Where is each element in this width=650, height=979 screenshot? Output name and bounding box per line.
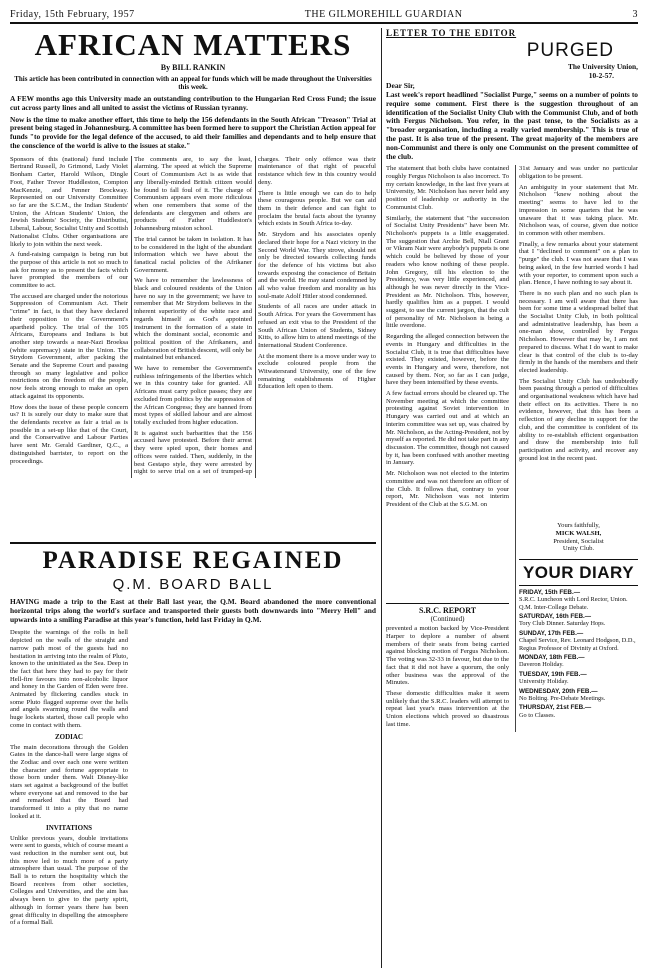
diary-entry: FRIDAY, 15th FEB.— S.R.C. Luncheon with Lord Rector, Union. Q.M. Inter-College Debate. xyxy=(519,588,628,611)
letter-para: Mr. Nicholson was not elected to the interim committee and was not therefore an officer of the Club. It follows that, contrary to your report, Mr. Nicholson was not interim President of the Club at the S.G.M. on xyxy=(386,470,509,508)
issue-date: Friday, 15th February, 1957 xyxy=(10,8,135,20)
african-para: We have to remember the lawlessness of black and coloured residents of the Union have no say in the government; we have to remember that Mr Strydom believes in the inherent superiority of the white race and regards himself as God's appointed instrument in the formation of a state in which the dominant social, economic and political position of the Afrikaners, and collaboration of British descent, will only be maintained but enhanced. xyxy=(134,277,252,362)
diary-entry: MONDAY, 18th FEB.— Daveron Holiday. xyxy=(519,654,585,669)
letter-signature: MICK WALSH, xyxy=(555,529,602,537)
african-para: It is against such barbarities that the 156 accused have protested. Before their arrest they were spied upon, their homes and offices were raided. Then, suddenly, in the best Gestapo style, they were arrested by night to serve trial on a set of trumped-up charges. Their only offence was their maintenance of that right of peaceful resistance which few in this country would deny. xyxy=(134,155,376,476)
diary-entry: SATURDAY, 16th FEB.— Tory Club Dinner. Saturday Hops. xyxy=(519,612,606,628)
paradise-para: Despite the warnings of the rolls in hell depicted on the walls of the straight and narrow path most of the guests had no hesitation in arriving into the realm of Pluto, known to the uninitiated as the Sea. Deep in the fact that here they had to pay for their Hell-fire favours into non-alcoholic liquor and honey in the Garden of Eden were free. Animated by flickering candles stuck in some Pluto flagged supreme over the hells and angels swarming round the walls and huge lockets started, those call people who come in contact with them. xyxy=(10,629,128,729)
paradise-body xyxy=(10,629,376,929)
african-matters-article xyxy=(10,28,376,538)
zodiac-subhead: ZODIAC xyxy=(54,732,83,741)
src-para: These domestic difficulties make it seem unlikely that the S.R.C. leaders will attempt to repeat last year's mass intervention at the Union elections which proved so disastrous last time. xyxy=(386,690,509,728)
src-continued: (Continued) xyxy=(430,615,465,624)
your-diary xyxy=(519,559,638,720)
letter-closing: Yours faithfully, xyxy=(557,522,600,530)
letter-para: An ambiguity in your statement that Mr. Nicholson "knew nothing about the meeting" seems to have led to the impression in some quarters that he was unaware that it was taking place. Mr. Nicholson was, of course, given due notice in common with other members. xyxy=(519,183,638,237)
letter-date: 10-2-57. xyxy=(588,71,614,80)
paradise-subhead: Q.M. BOARD BALL xyxy=(112,576,274,593)
letter-title-2: Unity Club. xyxy=(562,545,595,553)
src-para: prevented a motion backed by Vice-President Harper to deplore a number of absent members of their seats from being carried against blocking motion of Fergus Nicholson. The voting was 32-33 in favour, but due to the fact that it did not have a quorum, the only other business was the approval of the Minutes. xyxy=(386,625,509,687)
paradise-headline: PARADISE REGAINED xyxy=(42,547,344,574)
diary-entry: TUESDAY, 19th FEB.— University Holiday. xyxy=(519,670,587,686)
letter-salutation: Dear Sir, xyxy=(386,81,415,90)
letter-para: The Socialist Unity Club has undoubtedly been passing through a period of difficulties and organisational weakness which have had their effect on its activities. There is no evidence, however, that this has been a reflection of any decline in support for the club, and the committee is confident of its ability to re-establish efficient organisation and draw the membership into full participation and activity, and recover any ground lost in the recent past. xyxy=(519,377,638,462)
letter-title-1: President, Socialist xyxy=(553,537,604,545)
letter-address: The University Union, xyxy=(567,62,638,71)
african-para: The trial cannot be taken in isolation. It has to be considered in the light of the abundant information which we have about the fanatical racial policies of the Afrikaner Government. xyxy=(134,235,252,274)
letter-para: Finally, a few remarks about your statement that I "declined to comment" on a plan to "purge" the club. I was not aware that I was being asked, in the few hurried words I had with your reporter, to comment upon such a plan. Hence, I have nothing to say about it. xyxy=(519,240,638,287)
paradise-lead: HAVING made a trip to the East at their Ball last year, the Q.M. Board abandoned the more conventional horizontal trips along the world's surface and transported their guests both downwards into "Merry Hell" and upwards into a smiling Paradise at this year's function, held last Friday in Q.M. xyxy=(10,597,376,624)
african-para: Sponsors of this (national) fund include Bertrand Russell, Jo Grimond, Lady Violet Bonham Carter, Harold Wilson, Dingle Foot, Father Trevor Huddleston, Compton MacKenzie, and Fenner Brockway. Represented on our University Committee so far are the S.C.M., the Indian Students' Union, the African Students' Union, the Jewish Students' Society, the Distributist, Liberal, Labour, Socialist Unity and Scottish Nationalist Clubs. Other organisations are likely to join within the next week. xyxy=(10,155,128,248)
masthead xyxy=(10,6,638,24)
letter-para: Similarly, the statement that "the succession of Socialist Unity Presidents" have been Mr. Nicholson's puppets is a little exaggerated. The suggestion that Archie Bell, Niall Grant or Vikram Nair were anybody's puppets is one which could be believed by those of your readers who know nothing of these people. John Gregory, till his election to the Presidency, was very little experienced, and although he was never directly in the Vice-President as Mr. Nicholson. This, however, hardly qualifies him as a puppet. I would suggest, to use the current jargon, that the cult of personality of Mr. Nicholson is being a little overdone. xyxy=(386,214,509,330)
invitations-subhead: INVITATIONS xyxy=(45,823,93,832)
african-body xyxy=(10,156,376,478)
letter-para: The statement that both clubs have contained roughly Fergus Nicholson is also incorrect. To my certain knowledge, in the last five years at University, Mr. Nicholson has never held any position of leadership or authority in the Communist Club. xyxy=(386,165,509,211)
african-para: The accused are charged under the notorious Suppression of Communism Act. Their "crime" in fact, is that they have declared their opposition to the Government's apartheid policy. The trial of the 105 Africans, Europeans and Indians is but another step towards a near-Nazi Broeksa (white supremacy) state in the Union. The Strydom Government, after packing the Senate and the Supreme Court and passing through so many legislative and police restrictions on the freedom of the people, now feels strong enough to make an open attack against its opponents. xyxy=(10,292,128,400)
src-heading: S.R.C. REPORT xyxy=(418,606,477,616)
letter-para: There is no such plan and no such plan is necessary. I am well aware that there has been for some time a widespread belief that the Socialist Unity Club, in both political and administrative leadership, has been a one-man show, controlled by Fergus Nicholson. However that may be, I am not prepared to discuss. What I do want to make clear is that control of the club is to-day firmly in the hands of the members and their elected leadership. xyxy=(519,289,638,374)
letter-para: Regarding the alleged connection between the events in Hungary and difficulties in the Socialist Club, it is true that difficulties have existed. They existed, however, before the events in Hungary and were, therefore, not caused by them. Nor, so far as I can judge, have they been intensified by these events. xyxy=(386,333,509,387)
african-headline: AFRICAN MATTERS xyxy=(34,28,352,62)
paper-name: THE GILMOREHILL GUARDIAN xyxy=(304,8,463,20)
column-divider xyxy=(381,28,382,968)
src-report xyxy=(386,603,509,728)
african-intro: This article has been contributed in connection with an appeal for funds which will be made throughout the Universities this week. xyxy=(14,75,372,91)
letter-headline: PURGED xyxy=(526,40,614,61)
diary-entry: WEDNESDAY, 20th FEB.— No Bolting. Pre-Debate Meetings. xyxy=(519,687,606,703)
african-para: Students of all races are under attack in South Africa. For years the Government has refused an exit visa to the President of the South African Union of Students, Sidney Kitts, to allow him to attend meetings of the International Student Conference. xyxy=(258,303,376,349)
page-number: 3 xyxy=(632,8,638,20)
african-para: Mr. Strydom and his associates openly declared their hope for a Nazi victory in the Second World War. They strove, should not only be directed towards collecting funds for the defence of his victims but also towards exposing the conscience of Britain and the world. He may stand condemned by all who value freedom and morality as his soul-mate Adolf Hitler stood condemned. xyxy=(258,231,376,300)
african-para: A fund-raising campaign is being run but the purpose of this article is not so much to ask for money as to present the facts which have prompted the members of our committee to act. xyxy=(10,251,128,290)
newspaper-page xyxy=(10,6,638,968)
letter-body-right xyxy=(519,165,638,520)
paradise-para: Unlike previous years, double invitations were sent to guests, which of course meant a vast reduction in the number sent out, but this move led to much more of a party atmosphere than usual. The purpose of the Ball is to return the hospitality which the Board receives from other societies, Colleges and Universities, and the aim has always been to give to the party spirit, although in former years there has been great difficulty in dispelling the atmosphere of a formal Ball. xyxy=(10,834,128,927)
african-para: We have to remember the Government's ruthless infringements of the liberties which we in this country take for granted. All Africans must carry police passes; they are excluded from politics by the suppression of the African Congress; they are banned from most types of skilled labour and are almost totally excluded from higher education. xyxy=(134,365,252,426)
letter-para: A few factual errors should be cleared up. The November meeting at which the committee protesting against Soviet intervention in Hungary was carried out and at which an interim committee was set up, was chaired by Mr. Nicholson, as the Acting-President, not by myself as reported. He did not take part in any discussion. The committee, though not caused by it, has been confused with another meeting in January. xyxy=(386,390,509,467)
letter-lead: Last week's report headlined "Socialist Purge," seems on a number of points to require some comment. First there is the suggestion throughout of an identification of the Socialist Unity Club with the Communist Club, and of both with Fergus Nicholson. You refer, in the past tense, to the Socialists as a "broader organisation, including a really varied membership." This is true of the past. It is also true of the present. The great majority of the members are non-Communist and there is only one Communist on the present committee of the club. xyxy=(386,90,638,161)
diary-entry: THURSDAY, 21st FEB.— Go to Classes. xyxy=(519,704,592,719)
letter-para: 31st January and was under no particular obligation to be present. xyxy=(519,165,638,181)
african-para: The comments are, to say the least, alarming. The speed at which the Supreme Court of Communism Act is as wide that any liberally-minded British citizen would be found to fall foul of it. The charge of Communism appears even more ridiculous when one remembers that some of the defendants are clergymen and others are products of Father Huddleston's Johannesburg mission school. xyxy=(134,155,252,233)
african-para: How does the issue of these people concern us? It is surely our duty to make sure that the defendants receive as fair a trial as is possible in a set-up like that of the Court, and the Conservative and Labour Parties have sent Mr. Gerald Gardiner, Q.C., a distinguished barrister, to report on the proceedings. xyxy=(10,403,128,465)
african-lead-1: A FEW months ago this University made an outstanding contribution to the Hungarian Red Cross Fund; the issue cut across party lines and all united to assist the victims of Russian tyranny. xyxy=(10,94,376,112)
african-byline: By BILL RANKIN xyxy=(160,63,226,72)
african-para: There is little enough we can do to help these courageous people. But we can aid them in their defence and can fight to proclaim the brutal facts about the tyranny which exists in South Africa to-day. xyxy=(258,189,376,228)
paradise-para: The main decorations through the Golden Gates in the dance-hall were large signs of the Zodiac and over each one were written the character and fortune appropriate to those born under them. Walt Disney-like stars set against a background of the buffet where everyone sat and removed to the bar and remarked that the Board had transformed it into a pity that no name looked at it. xyxy=(10,743,128,820)
letter-label: LETTER TO THE EDITOR xyxy=(386,28,517,38)
diary-entry: SUNDAY, 17th FEB.— Chapel Service, Rev. Leonard Hodgson, D.D., Regius Professor of Divinity at Oxford. xyxy=(519,629,636,652)
african-lead-2: Now is the time to make another effort, this time to help the 156 defendants in the South African "Treason" Trial at present being staged in Johannesburg. A committee has been formed here to support the Christian Action appeal for funds "to provide for the legal defence of the accused, to aid their families and dependants and to help ensure that the conscience of the world is alive to the issues at stake." xyxy=(10,114,376,150)
paradise-regained-article xyxy=(10,542,376,970)
african-para: At the moment there is a move under way to exclude coloured people from the Witwatersrand University, one of the few remaining establishments of Higher Education left open to them. xyxy=(258,352,376,391)
letter-body-left xyxy=(386,165,509,601)
diary-title: YOUR DIARY xyxy=(522,562,635,582)
letter-to-editor xyxy=(386,28,638,968)
